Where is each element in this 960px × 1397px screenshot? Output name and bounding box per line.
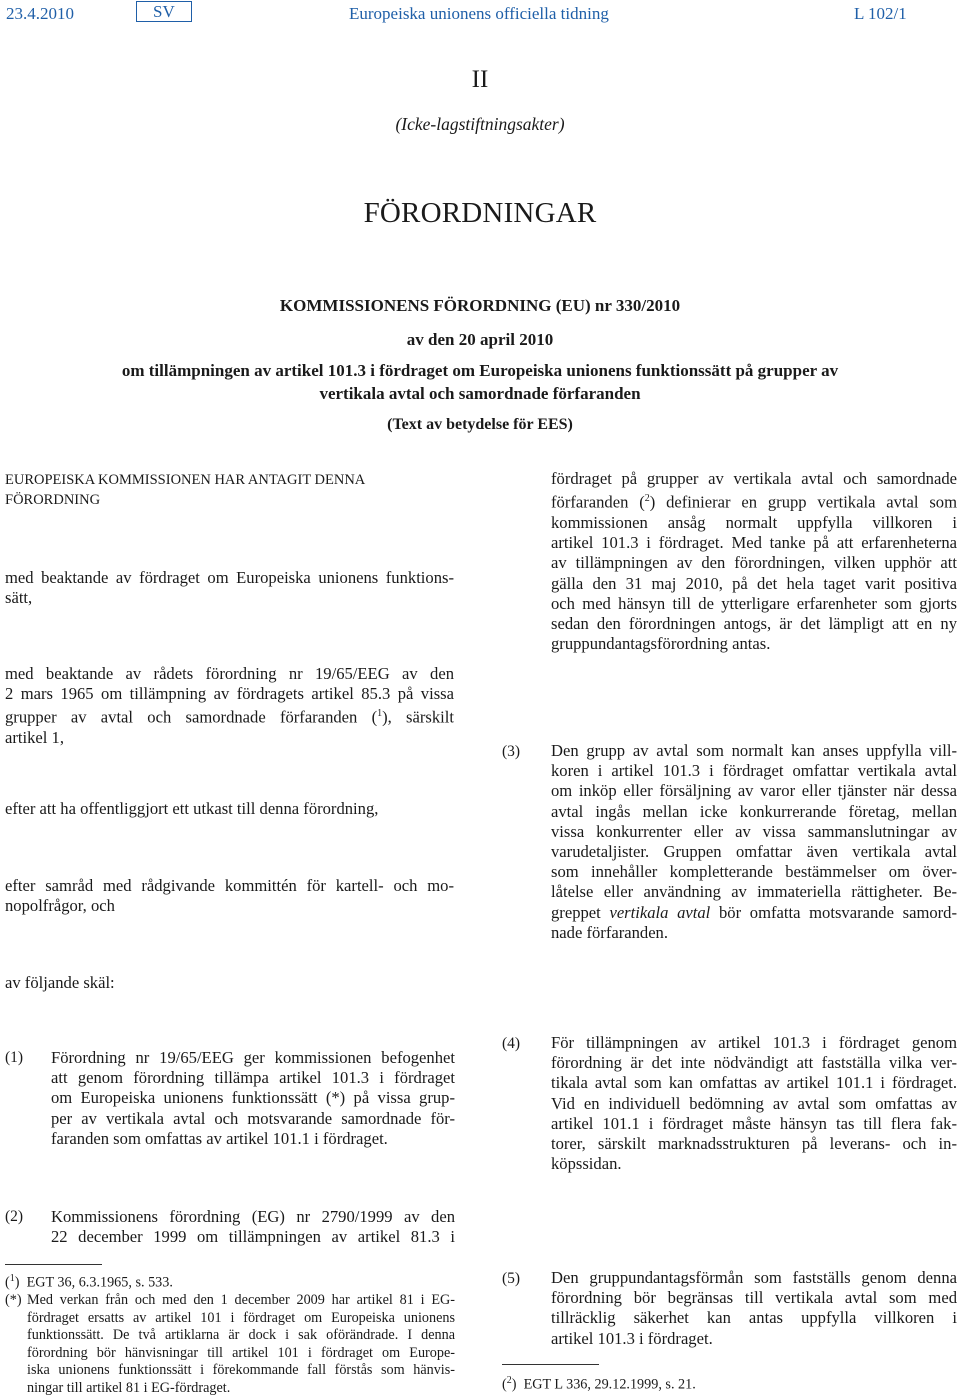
recital-line: vissa konkurrenter eller av vissa sammanslutningar av [551,821,957,841]
recital-line: fördraget på grupper av vertikala avtal och samordnade [551,469,957,488]
citation-2 [5,664,454,748]
recital-line: artikel 101.3 i fördraget. [551,1328,713,1348]
footnote-2: ($^2$) EGT L 336, 29.12.1999, s. 21. [502,1375,696,1393]
language-badge [136,2,192,22]
citation-line: 2 mars 1965 om tillämpning av fördragets artikel 85.3 på vissa [5,684,454,704]
recital-line: varudetaljister. Gruppen omfattar även vertikala avtal [551,842,957,862]
recital-line: avtal ingås mellan icke konkurrerande företag, mellan [551,801,957,821]
citation-line: artikel 1, [5,728,64,748]
regulation-title: KOMMISSIONENS FÖRORDNING (EU) nr 330/2010 [279,296,681,315]
recital-line: Vid en individuell bedömning av avtal som omfattas av [551,1093,957,1113]
enacting-intro-line: EUROPEISKA KOMMISSIONEN HAR ANTAGIT DENNA [5,472,366,488]
citation-line: grupper av avtal och samordnade förfaranden ($^1$), särskilt [5,707,454,727]
footnote-line: iska unionens funktionssätt i förekommande fall förstås som hänvis- [27,1362,455,1379]
recital-3 [551,741,957,943]
language-code: SV [136,1,192,22]
citation-line: med beaktande av fördraget om Europeiska unionens funktions- [5,568,454,587]
footnote-ref-1[interactable]: 1 [377,708,383,720]
recital-4 [551,1033,957,1174]
citation-line: med beaktande av rådets förordning nr 19/65/EEG av den [5,664,454,683]
footnote-line: Med verkan från och med den 1 december 2009 har artikel 81 i EG- [27,1292,455,1309]
citation-line: nopolfrågor, och [5,896,115,916]
recital-2 [51,1207,455,1247]
publication-date: 23.4.2010 [6,4,74,23]
recital-line: om Europeiska unionens funktionssätt (*) på vissa grup- [51,1088,455,1108]
journal-title: Europeiska unionens officiella tidning [349,4,609,23]
recital-line: kommissionen ansåg normalt uppfylla villkoren i [551,512,957,532]
recital-line: tillräcklig säkerhet kan antas uppfylla villkoren i [551,1308,957,1328]
recital-2-continued [551,469,957,654]
footnote-line: ningar till artikel 81 i EG-fördraget. [27,1379,231,1396]
recital-line: torer, särskilt marknadsstrukturen på leverans- och in- [551,1134,957,1154]
recital-line: förordning bör begränsas till vertikala avtal som med [551,1288,957,1308]
recital-line: För tillämpningen av artikel 101.3 i fördraget genom [551,1033,957,1052]
citation-1 [5,568,454,608]
recital-line: koren i artikel 101.3 i fördraget omfattar vertikala avtal [551,761,957,781]
recital-5 [551,1268,957,1349]
recital-number: (4) [502,1035,521,1052]
recital-line: av tillämpningen av den förordningen, vilken upphör att [551,553,957,573]
recital-line: Kommissionens förordning (EG) nr 2790/1999 av den [51,1207,455,1226]
recital-line: artikel 101.3 i fördraget. Med tanke på att erfarenheterna [551,533,957,553]
recital-line: tikala avtal som kan omfattas av artikel 101.1 i fördraget. [551,1073,957,1093]
enacting-intro-line: FÖRORDNING [5,492,101,509]
category-heading: FÖRORDNINGAR [363,197,597,229]
citation-line: sätt, [5,588,33,608]
footnote-line: förordning bör hänvisningar till artikel 101 i fördraget om Europe- [27,1344,455,1361]
recital-line: förordning är det inte nödvändigt att fastställa vilka ver- [551,1053,957,1073]
section-number: II [471,66,489,93]
recital-line: att genom förordning tillämpa artikel 101.3 i fördraget [51,1068,455,1088]
recital-line: nade förfaranden. [551,922,669,942]
regulation-subject-2: vertikala avtal och samordnade förfaranden [319,384,641,403]
footnote-asterisk: (*) Med verkan från och med den 1 december 2009 har artikel 81 i EG- fördraget ersatts av artikel 101 i fördraget om Europeiska unionens funktionssätt. De två artiklarna är dock i sak oförändrade. I denna förordning bör hänvisningar till artikel 101 i fördraget om Europe- iska unionens funktionssätt i förekommande fall förstås som hänvis- ningar till artikel 81 i EG-fördraget. [5,1292,455,1396]
footnote-1: ($^1$) EGT 36, 6.3.1965, s. 533. [5,1273,173,1291]
footnote-ref-2[interactable]: 2 [644,493,650,505]
eea-relevance: (Text av betydelse för EES) [387,416,573,433]
citation-3: efter att ha offentliggjort ett utkast till denna förordning, [5,799,379,818]
recital-line: sedan den förordningen antogs, är det lämpligt att en ny [551,613,957,633]
recital-line: förfaranden ($^2$) definierar en grupp vertikala avtal som [551,492,957,512]
recital-line: och med hänsyn till de ytterligare erfarenheter som gjorts [551,593,957,613]
citation-4 [5,876,454,916]
recital-line: per av vertikala avtal och motsvarande samordnade för- [51,1108,455,1128]
recital-number: (5) [502,1270,521,1287]
recitals-intro: av följande skäl: [5,973,115,992]
recital-number: (1) [5,1049,24,1066]
recital-line: Den grupp av avtal som normalt kan anses uppfylla vill- [551,741,957,760]
recital-line: gälla den 31 maj 2010, på det hela taget varit positiva [551,573,957,593]
recital-line: artikel 101.1 i fördraget måste hänsyn tas till flera fak- [551,1113,957,1133]
recital-line: som innehåller kompletterande bestämmelser om över- [551,862,957,882]
recital-line: köpssidan. [551,1154,622,1174]
recital-line: om inköp eller försäljning av varor eller tjänster när dessa [551,781,957,801]
footnote-rule [502,1364,599,1365]
recital-line: faranden som omfattas av artikel 101.1 i fördraget. [51,1128,388,1148]
page-number: L 102/1 [854,4,907,23]
recital-line: gruppundantagsförordning antas. [551,634,771,654]
recital-line: greppet vertikala avtal bör omfatta motsvarande samord- [551,902,957,922]
footnote-line: funktionssätt. De två artiklarna är dock i sak oförändrade. I denna [27,1327,455,1344]
regulation-subject-1: om tillämpningen av artikel 101.3 i fördraget om Europeiska unionens funktionssätt på grupper av [121,361,839,380]
recital-line: Förordning nr 19/65/EEG ger kommissionen befogenhet [51,1048,455,1067]
section-subtitle: (Icke-lagstiftningsakter) [395,114,565,134]
recital-1 [51,1048,455,1149]
footnotes-left [5,1270,455,1397]
recital-line: låtelse eller användning av immateriella rättigheter. Be- [551,882,957,902]
footnote-line: fördraget ersatts av artikel 101 i fördraget om Europeiska unionens [27,1309,455,1326]
recital-line: Den gruppundantagsförmån som fastställs genom denna [551,1268,957,1287]
footnote-rule [5,1264,102,1265]
recital-number: (3) [502,743,521,760]
citation-line: efter samråd med rådgivande kommittén för kartell- och mo- [5,876,454,895]
regulation-date: av den 20 april 2010 [406,330,554,349]
recital-line: 22 december 1999 om tillämpningen av artikel 81.3 i [51,1227,455,1247]
enacting-intro [5,470,455,510]
recital-number: (2) [5,1208,24,1225]
